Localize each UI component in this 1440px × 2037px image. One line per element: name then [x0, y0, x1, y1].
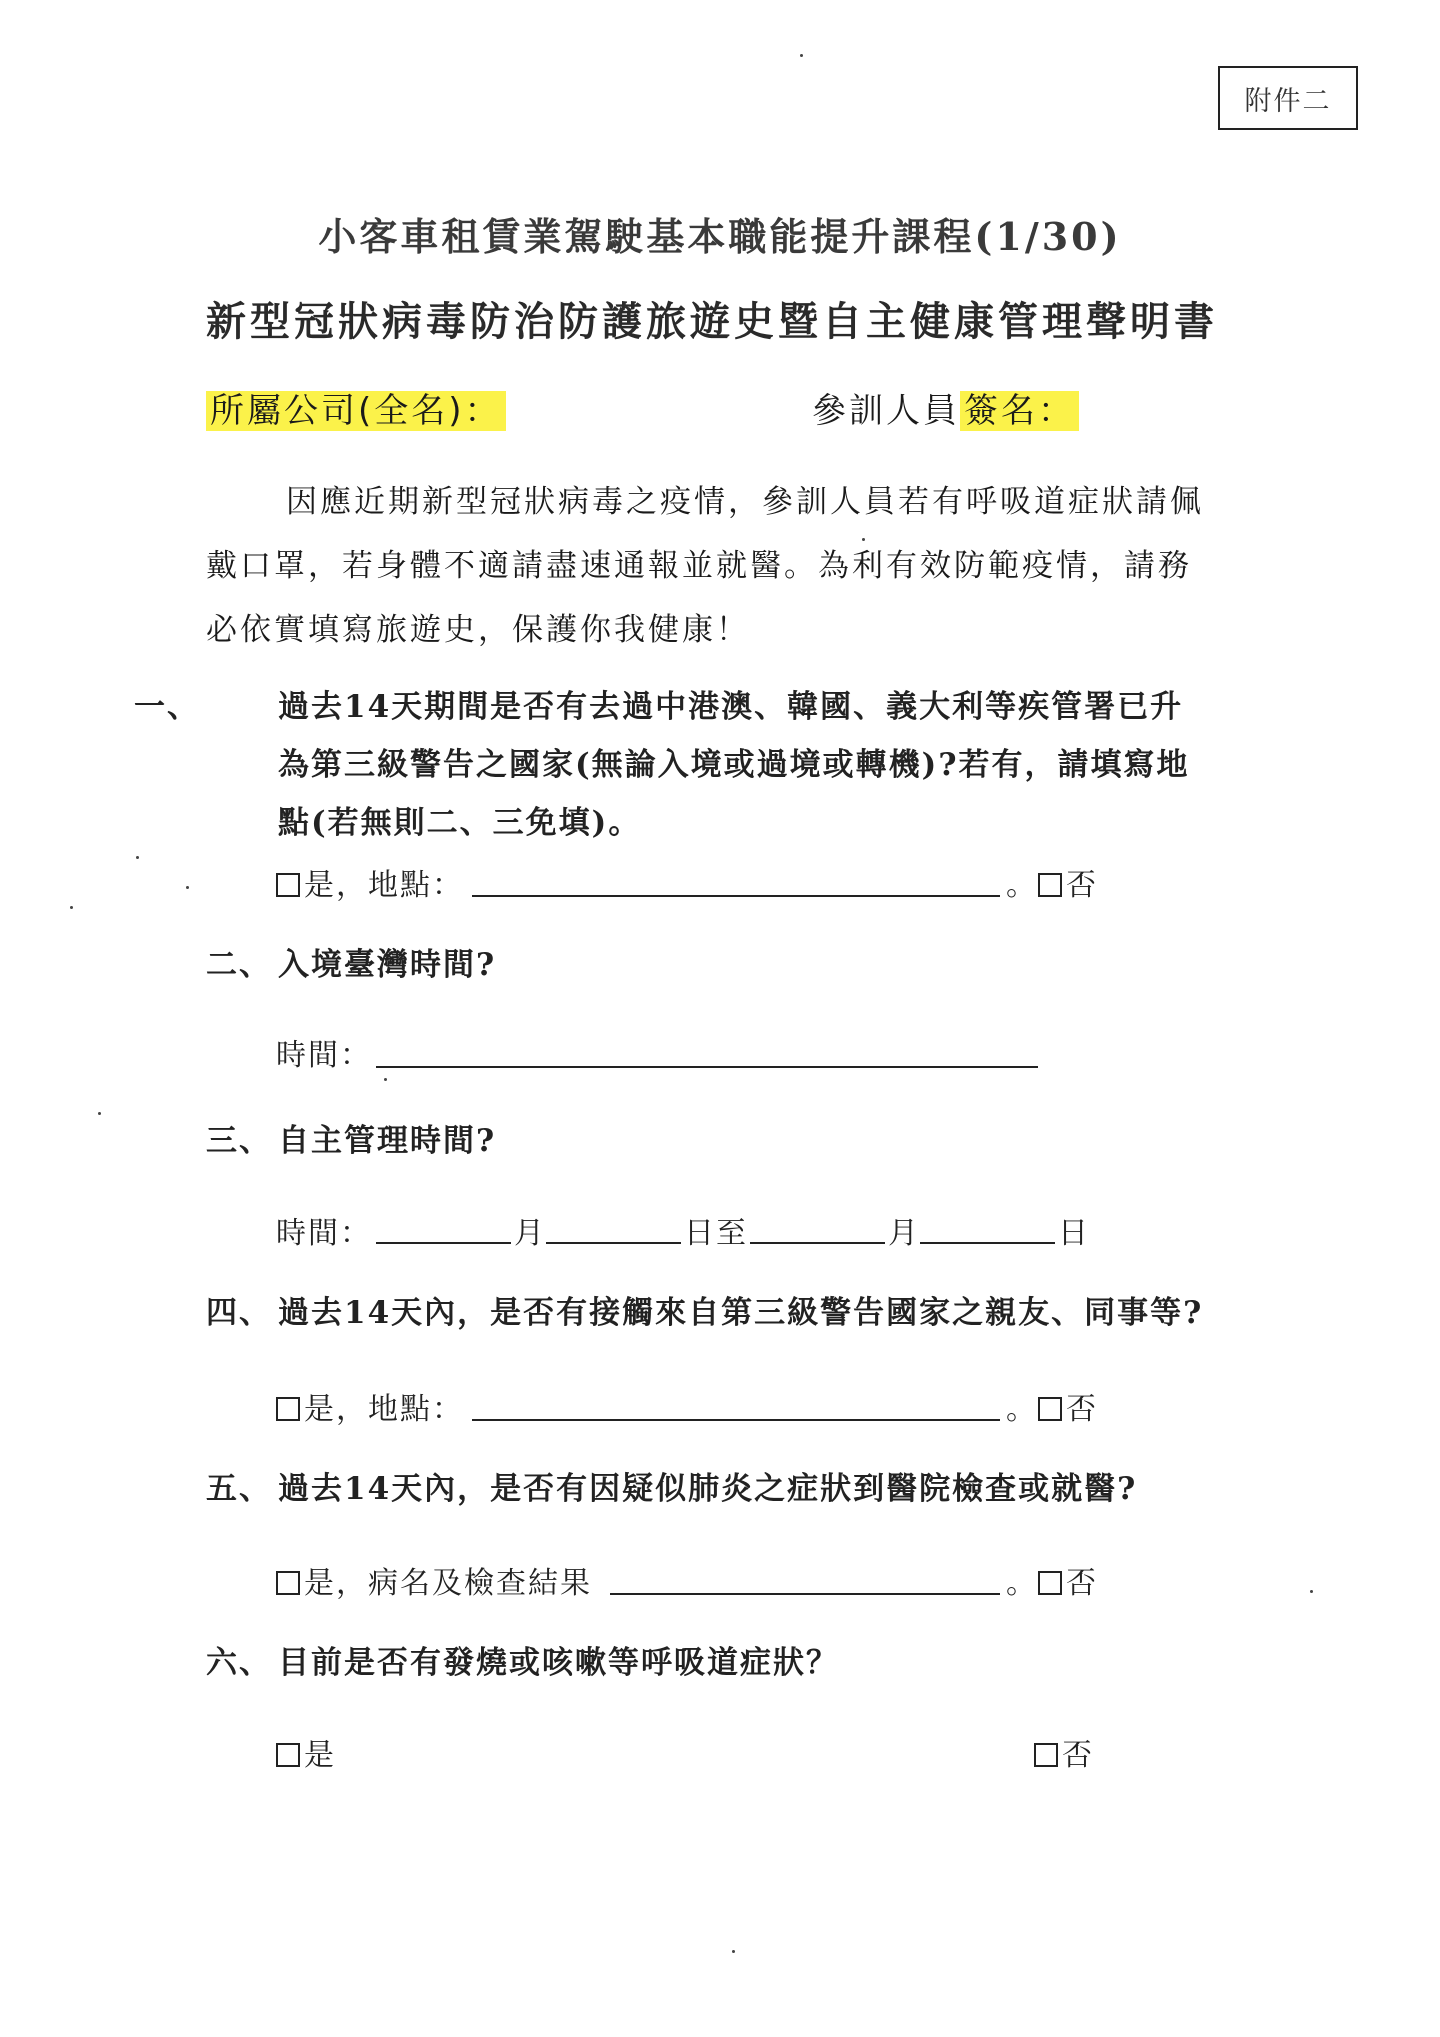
q5-result-line[interactable] — [610, 1593, 1000, 1595]
q2-time-label: 時間： — [276, 1038, 372, 1073]
question-6 — [206, 1634, 839, 1692]
q5-no-label: 否 — [1066, 1566, 1098, 1601]
period: 。 — [1006, 1392, 1038, 1427]
declaration-title: 新型冠狀病毒防治防護旅遊史暨自主健康管理聲明書 — [206, 298, 1218, 345]
q6-no-option[interactable] — [1034, 1730, 1094, 1774]
checkbox-icon[interactable] — [276, 1397, 300, 1421]
question-text: 入境臺灣時間? — [278, 947, 497, 983]
scan-speck — [732, 1950, 735, 1953]
question-number: 四、 — [206, 1295, 272, 1331]
checkbox-icon[interactable] — [1038, 873, 1062, 897]
question-number: 二、 — [206, 947, 272, 983]
scan-speck — [384, 1078, 387, 1081]
q4-yes-label: 是，地點： — [304, 1392, 464, 1427]
intro-paragraph: 因應近期新型冠狀病毒之疫情，參訓人員若有呼吸道症狀請佩戴口罩，若身體不適請盡速通報並就醫。為利有效防範疫情，請務必依實填寫旅遊史，保護你我健康！ — [206, 484, 1204, 648]
signer-label-prefix: 參訓人員 — [812, 391, 960, 431]
q1-no-option[interactable] — [1006, 860, 1098, 904]
signer-label-highlight: 簽名： — [960, 391, 1079, 431]
q5-yes-label: 是，病名及檢查結果 — [304, 1566, 592, 1601]
q2-time-line[interactable] — [376, 1066, 1038, 1068]
q3-month2-line[interactable] — [750, 1242, 885, 1244]
question-text: 過去14天期間是否有去過中港澳、韓國、義大利等疾管署已升為第三級警告之國家(無論入境或過境或轉機)?若有，請填寫地點(若無則二、三免填)。 — [278, 689, 1190, 841]
q4-no-option[interactable] — [1006, 1384, 1098, 1428]
course-title: 小客車租賃業駕駛基本職能提升課程(1/30) — [318, 214, 1122, 259]
q1-no-label: 否 — [1066, 868, 1098, 903]
scan-speck — [98, 1112, 101, 1115]
q1-yes-label: 是，地點： — [304, 868, 464, 903]
q6-yes-option[interactable] — [276, 1730, 336, 1774]
q4-location-line[interactable] — [472, 1419, 1000, 1421]
q1-location-line[interactable] — [472, 895, 1000, 897]
q3-day2-line[interactable] — [920, 1242, 1055, 1244]
q5-yes-option[interactable] — [276, 1558, 592, 1602]
q3-day-to-label: 日至 — [684, 1216, 748, 1251]
period: 。 — [1006, 1566, 1038, 1601]
scan-speck — [1310, 1590, 1313, 1593]
question-number: 三、 — [206, 1123, 272, 1159]
q3-month2-label: 月 — [888, 1216, 920, 1251]
question-5 — [206, 1460, 1137, 1518]
q6-no-label: 否 — [1062, 1738, 1094, 1773]
question-text: 自主管理時間? — [278, 1123, 497, 1159]
question-number: 六、 — [206, 1645, 272, 1681]
question-text: 過去14天內，是否有因疑似肺炎之症狀到醫院檢查或就醫? — [278, 1471, 1138, 1507]
question-text: 目前是否有發燒或咳嗽等呼吸道症狀？ — [278, 1645, 839, 1681]
scan-speck — [70, 906, 73, 909]
question-number: 一、 — [134, 689, 200, 725]
q3-month1-label: 月 — [514, 1216, 546, 1251]
company-field-label — [206, 383, 506, 432]
scan-speck — [136, 856, 139, 859]
scan-speck — [800, 54, 803, 57]
period: 。 — [1006, 868, 1038, 903]
q3-time-label: 時間： — [276, 1216, 372, 1251]
question-3 — [206, 1112, 496, 1170]
q4-yes-option[interactable] — [276, 1384, 464, 1428]
q5-no-option[interactable] — [1006, 1558, 1098, 1602]
scan-speck — [862, 538, 865, 541]
checkbox-icon[interactable] — [276, 1571, 300, 1595]
question-2 — [206, 936, 496, 994]
scan-speck — [186, 886, 189, 889]
checkbox-icon[interactable] — [1038, 1397, 1062, 1421]
checkbox-icon[interactable] — [276, 873, 300, 897]
question-1 — [134, 678, 1216, 852]
question-4 — [206, 1284, 1203, 1342]
q3-day2-label: 日 — [1058, 1216, 1090, 1251]
checkbox-icon[interactable] — [1038, 1571, 1062, 1595]
signer-field-label — [812, 383, 1079, 432]
question-number: 五、 — [206, 1471, 272, 1507]
question-text: 過去14天內，是否有接觸來自第三級警告國家之親友、同事等? — [278, 1295, 1204, 1331]
attachment-label: 附件二 — [1218, 66, 1358, 130]
q1-yes-option[interactable] — [276, 860, 464, 904]
checkbox-icon[interactable] — [1034, 1743, 1058, 1767]
checkbox-icon[interactable] — [276, 1743, 300, 1767]
q3-day1-line[interactable] — [546, 1242, 681, 1244]
q3-month1-line[interactable] — [376, 1242, 511, 1244]
q4-no-label: 否 — [1066, 1392, 1098, 1427]
q6-yes-label: 是 — [304, 1738, 336, 1773]
company-label-highlight: 所屬公司(全名)： — [206, 391, 506, 431]
